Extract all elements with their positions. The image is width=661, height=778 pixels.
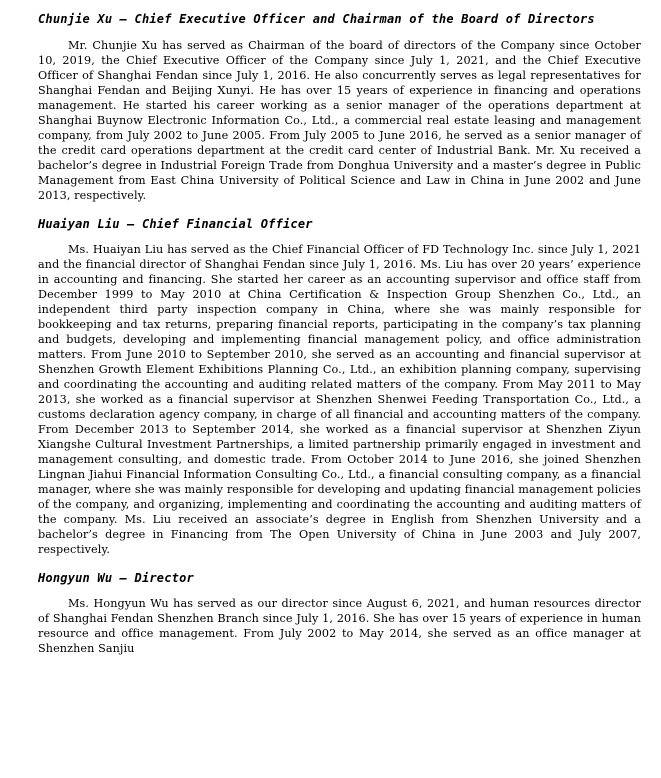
bio-paragraph: Ms. Hongyun Wu has served as our director since August 6, 2021, and human resources director of Shanghai Fendan Shenzhen Branch since July 1, 2016. She has over 15 years of experience in human resource and office management. From July 2002 to May 2014, she served as an office manager at Shenzhen Sanjiu: [38, 597, 641, 655]
bio-heading: Huaiyan Liu — Chief Financial Officer: [38, 217, 313, 231]
bio-section-hongyun-wu: [38, 571, 641, 656]
bio-section-chunjie-xu: [38, 12, 641, 203]
bio-heading: Chunjie Xu — Chief Executive Officer and Chairman of the Board of Directors: [38, 12, 595, 26]
bio-heading: Hongyun Wu — Director: [38, 571, 194, 585]
bio-section-huaiyan-liu: [38, 217, 641, 557]
bio-paragraph: Mr. Chunjie Xu has served as Chairman of the board of directors of the Company since October 10, 2019, the Chief Executive Officer of the Company since July 1, 2021, and the Chief Executive Officer of Shanghai Fendan since July 1, 2016. He also concurrently serves as legal representatives for Shanghai Fendan and Beijing Xunyi. He has over 15 years of experience in financing and operations management. He started his career working as a senior manager of the operations department at Shanghai Buynow Electronic Information Co., Ltd., a commercial real estate leasing and management company, from July 2002 to June 2005. From July 2005 to June 2016, he served as a senior manager of the credit card operations department at the credit card center of Industrial Bank. Mr. Xu received a bachelor’s degree in Industrial Foreign Trade from Donghua University and a master’s degree in Public Management from East China University of Political Science and Law in China in June 2002 and June 2013, respectively.: [38, 39, 641, 202]
bio-paragraph: Ms. Huaiyan Liu has served as the Chief Financial Officer of FD Technology Inc. since July 1, 2021 and the financial director of Shanghai Fendan since July 1, 2016. Ms. Liu has over 20 years’ experience in accounting and financing. She started her career as an accounting supervisor and office staff from December 1999 to May 2010 at China Certification & Inspection Group Shenzhen Co., Ltd., an independent third party inspection company in China, where she was mainly responsible for bookkeeping and tax returns, preparing financial reports, participating in the company’s tax planning and budgets, developing and implementing financial management policy, and office administration matters. From June 2010 to September 2010, she served as an accounting and financial supervisor at Shenzhen Growth Element Exhibitions Planning Co., Ltd., an exhibition planning company, supervising and coordinating the accounting and auditing related matters of the company. From May 2011 to May 2013, she worked as a financial supervisor at Shenzhen Shenwei Feeding Transportation Co., Ltd., a customs declaration agency company, in charge of all financial and accounting matters of the company. From December 2013 to September 2014, she worked as a financial supervisor at Shenzhen Ziyun Xiangshe Cultural Investment Partnerships, a limited partnership primarily engaged in investment and management consulting, and domestic trade. From October 2014 to June 2016, she joined Shenzhen Lingnan Jiahui Financial Information Consulting Co., Ltd., a financial consulting company, as a financial manager, where she was mainly responsible for developing and updating financial management policies of the company, and organizing, implementing and coordinating the accounting and auditing matters of the company. Ms. Liu received an associate’s degree in English from Shenzhen University and a bachelor’s degree in Financing from The Open University of China in June 2003 and July 2007, respectively.: [38, 243, 641, 556]
